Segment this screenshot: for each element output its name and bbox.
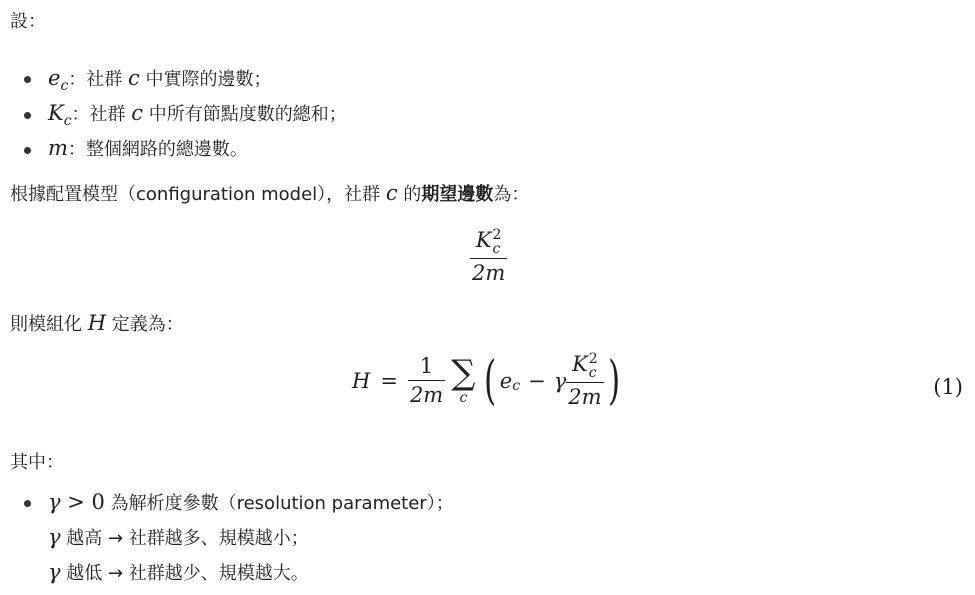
bullet-dot [24,147,31,154]
bullet-dot [24,112,31,119]
gamma-high-note: γ 越高 → 社群越多、規模越小； [48,525,309,549]
gamma-definition: γ > 0 為解析度參數（resolution parameter）； [48,490,454,514]
def-kc: $K_c$：社群 c 中所有節點度數的總和； [48,101,347,129]
bullet-dot [24,500,31,507]
intro-label: 設： [10,11,46,32]
gamma-low-note: γ 越低 → 社群越少、規模越大。 [48,560,309,584]
def-m: m：整個網路的總邊數。 [48,136,248,160]
modularity-sentence: 則模組化 H 定義為： [10,311,184,335]
equation-number: (1) [933,375,963,399]
bullet-dot [24,76,31,83]
def-ec: $e_c$：社群 c 中實際的邊數； [48,66,272,94]
expected-edges-formula: K 2 c 2m [472,227,506,285]
model-sentence: 根據配置模型（configuration model），社群 c 的期望邊數為： [10,181,530,205]
where-label: 其中： [10,452,64,473]
modularity-formula: H = $\frac{1}{2m}$ ∑ c ( e c − γ K 2 c 2m ) [352,350,620,411]
